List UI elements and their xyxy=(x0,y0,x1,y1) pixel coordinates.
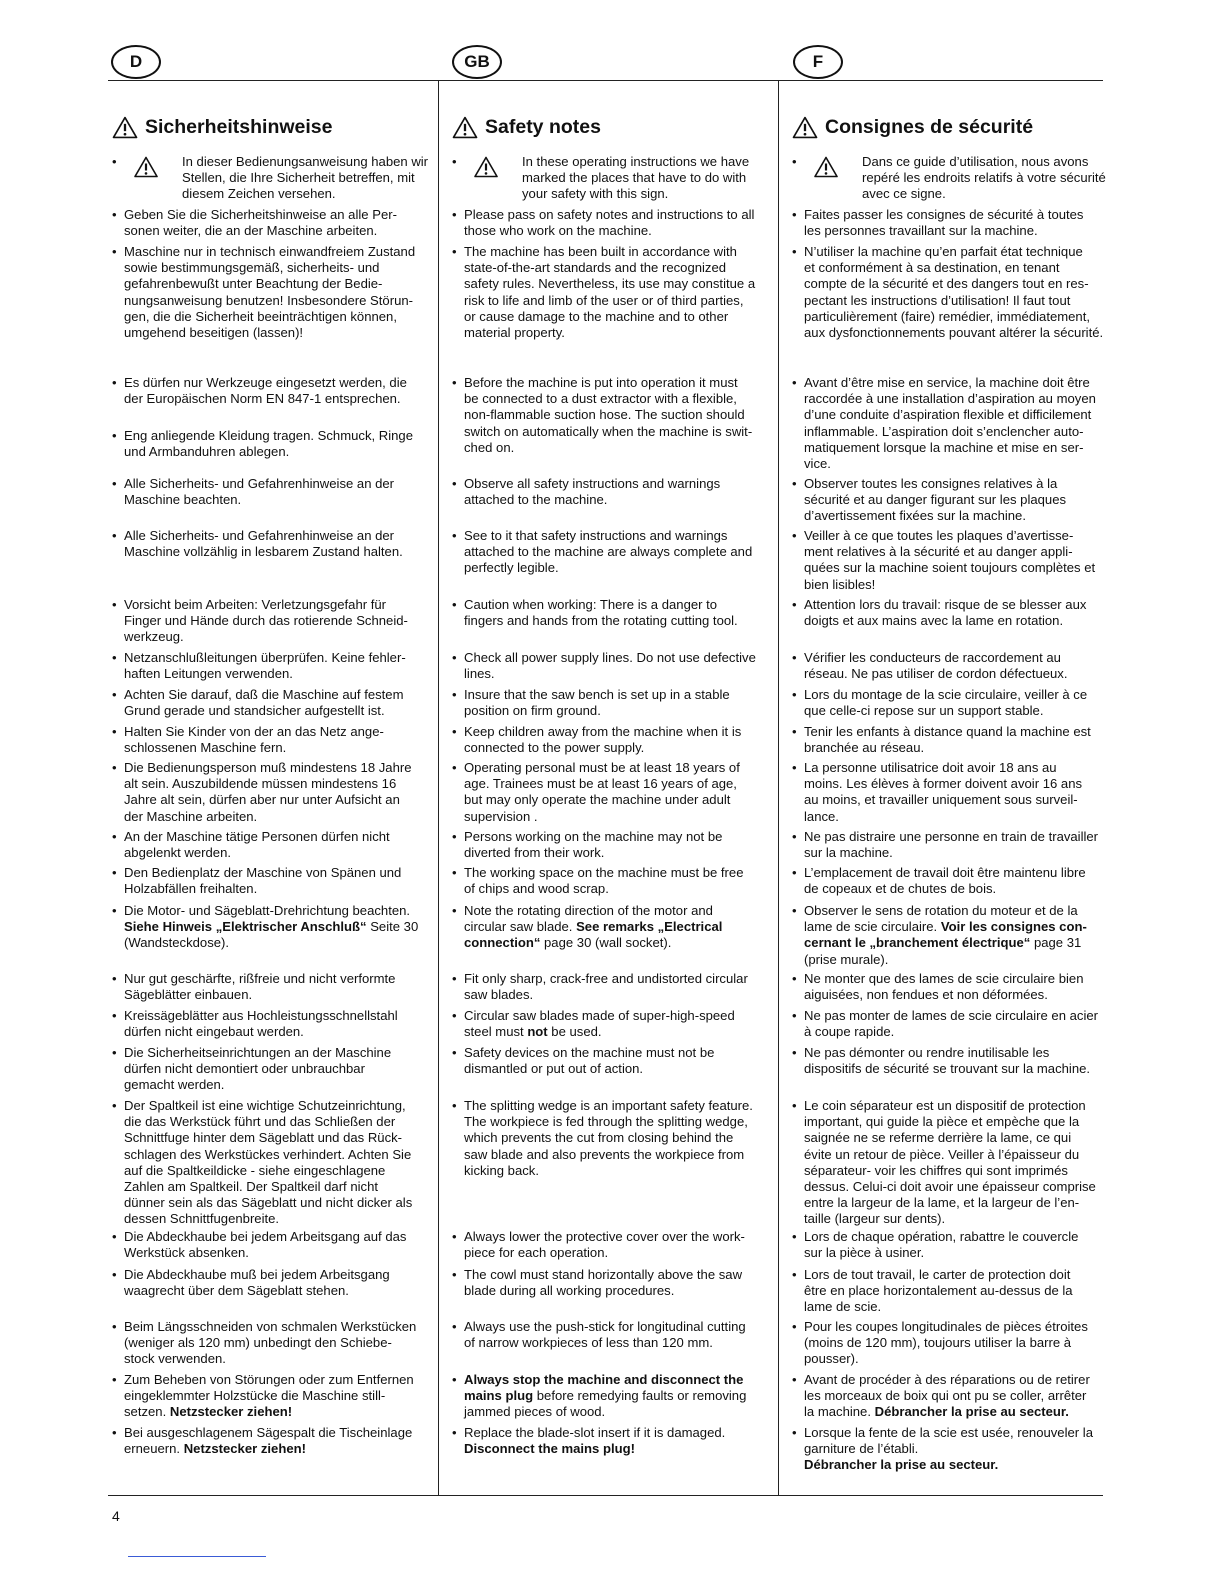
section-title: Consignes de sécurité xyxy=(825,116,1034,138)
list-item-text: Caution when working: There is a danger to fingers and hands from the rotating cutting tool. xyxy=(464,597,738,629)
list-item-text: Vérifier les conducteurs de raccordement au réseau. Ne pas utiliser de cordon défectueux. xyxy=(804,650,1068,682)
warning-sign xyxy=(474,156,498,182)
list-item-text: The cowl must stand horizontally above the saw blade during all working procedures. xyxy=(464,1267,743,1299)
list-item-text: Bei ausgeschlagenem Sägespalt die Tischeinlage erneuern. Netzstecker ziehen! xyxy=(124,1425,413,1457)
list-item-text: Observer le sens de rotation du moteur et de la lame de scie circulaire. Voir les consignes con- cernant le „branchement électrique“ page 31 (prise murale). xyxy=(804,903,1087,967)
bullet: • xyxy=(792,1098,797,1113)
list-item-text: Lors du montage de la scie circulaire, veiller à ce que celle-ci repose sur un support stable. xyxy=(804,687,1088,719)
bullet: • xyxy=(112,1229,117,1244)
bullet: • xyxy=(792,375,797,390)
warning-sign xyxy=(814,156,838,182)
bullet: • xyxy=(112,1372,117,1387)
list-item-text: Halten Sie Kinder von der an das Netz ange- schlossenen Maschine fern. xyxy=(124,724,384,756)
list-item-text: The splitting wedge is an important safety feature. The workpiece is fed through the splitting wedge, which prevents the cut from closing behind the saw blade and also prevents the workpiece from kicking back. xyxy=(464,1098,753,1178)
bullet: • xyxy=(792,1008,797,1023)
bullet: • xyxy=(452,597,457,612)
list-item-text: Der Spaltkeil ist eine wichtige Schutzeinrichtung, die das Werkstück führt und das Schließen der Schnittfuge hinter dem Sägeblatt und das Rück- schlagen des Werkstückes verhindert. Achten Sie auf die Spaltkeildicke - siehe eingeschlagene Zahlen am Spaltkeil. Der Spaltkeil darf nicht dünner sein als das Sägeblatt und nicht dicker als dessen Schnittfugenbreite. xyxy=(124,1098,413,1227)
bullet: • xyxy=(452,760,457,775)
bullet: • xyxy=(452,1267,457,1282)
bullet: • xyxy=(452,1008,457,1023)
bullet: • xyxy=(792,154,797,169)
list-item-text: Note the rotating direction of the motor and circular saw blade. See remarks „Electrical connection“ page 30 (wall socket). xyxy=(464,903,723,951)
list-item-text: Die Abdeckhaube muß bei jedem Arbeitsgang waagrecht über dem Sägeblatt stehen. xyxy=(124,1267,390,1299)
list-item-text: In these operating instructions we have marked the places that have to do with your safety with this sign. xyxy=(522,154,750,202)
bullet: • xyxy=(792,650,797,665)
bullet: • xyxy=(792,528,797,543)
bullet: • xyxy=(112,428,117,443)
list-item-text: Ne pas distraire une personne en train de travailler sur la machine. xyxy=(804,829,1099,861)
bullet: • xyxy=(452,724,457,739)
list-item-text: N’utiliser la machine qu’en parfait état technique et conformément à sa destination, en tenant compte de la sécurité et des dangers tout en res- pectant les instructions d’utilisation! Il faut tout particulièrement (faire) remédier, immédiatement, aux dysfonctionnements pouvant altérer la sécurité. xyxy=(804,244,1104,341)
list-item-text: Le coin séparateur est un dispositif de protection important, qui guide la pièce et empèche que la saignée ne se referme derrière la lame, ce qui évite un retour de pièce. Veiller à l’épaisseur du séparateur- voir les chiffres qui sont imprimés dessus. Celui-ci doit avoir une épaisseur comprise entre la largeur de la lame, et la largeur de l’en- taille (largeur sur dents). xyxy=(804,1098,1096,1227)
list-item-text: Lors de chaque opération, rabattre le couvercle sur la pièce à usiner. xyxy=(804,1229,1079,1261)
bullet: • xyxy=(792,244,797,259)
bullet: • xyxy=(792,476,797,491)
list-item-text: Ne monter que des lames de scie circulaire bien aiguisées, non fendues et non déformées. xyxy=(804,971,1084,1003)
list-item-text: Die Abdeckhaube bei jedem Arbeitsgang auf das Werkstück absenken. xyxy=(124,1229,407,1261)
list-item-text: Fit only sharp, crack-free and undistorted circular saw blades. xyxy=(464,971,748,1003)
list-item-text: Beim Längsschneiden von schmalen Werkstücken (weniger als 120 mm) unbedingt den Schiebe- stock verwenden. xyxy=(124,1319,417,1367)
bullet: • xyxy=(452,829,457,844)
footer-link-mark xyxy=(128,1556,266,1557)
list-item-text: Lors de tout travail, le carter de protection doit être en place horizontalement au-dessus de la lame de scie. xyxy=(804,1267,1073,1315)
list-item-text: Observer toutes les consignes relatives à la sécurité et au danger figurant sur les plaques d’avertissement fixées sur la machine. xyxy=(804,476,1067,524)
bullet: • xyxy=(112,597,117,612)
list-item-text: Operating personal must be at least 18 years of age. Trainees must be at least 16 years of age, but may only operate the machine under adult supervision . xyxy=(464,760,740,824)
page-number: 4 xyxy=(112,1508,120,1524)
bullet: • xyxy=(452,1425,457,1440)
list-item-text: Ne pas monter de lames de scie circulaire en acier à coupe rapide. xyxy=(804,1008,1099,1040)
list-item-text: Observe all safety instructions and warnings attached to the machine. xyxy=(464,476,721,508)
list-item-text: Alle Sicherheits- und Gefahrenhinweise an der Maschine beachten. xyxy=(124,476,395,508)
list-item-text: Geben Sie die Sicherheitshinweise an alle Per- sonen weiter, die an der Maschine arbeiten. xyxy=(124,207,397,239)
list-item-text: Avant d’être mise en service, la machine doit être raccordée à une installation d’aspiration au moyen d’une conduite d’aspiration flexible et difficilement inflammable. L’aspiration doit s’enclencher auto- matiquement lorsque la machine et mise en ser- vice. xyxy=(804,375,1096,472)
list-item-text: Netzanschlußleitungen überprüfen. Keine fehler- haften Leitungen verwenden. xyxy=(124,650,406,682)
header-rule xyxy=(108,80,1103,81)
list-item-text: Veiller à ce que toutes les plaques d’avertisse- ment relatives à la sécurité et au danger appli- quées sur la machine soient toujours complètes et bien lisibles! xyxy=(804,528,1096,592)
list-item-text: Nur gut geschärfte, rißfreie und nicht verformte Sägeblätter einbauen. xyxy=(124,971,396,1003)
warning-icon xyxy=(134,156,158,178)
list-item-text: Always stop the machine and disconnect the mains plug before remedying faults or removing jammed pieces of wood. xyxy=(464,1372,747,1420)
bullet: • xyxy=(112,829,117,844)
bullet: • xyxy=(452,650,457,665)
list-item-text: Always lower the protective cover over the work- piece for each operation. xyxy=(464,1229,745,1261)
bullet: • xyxy=(792,1229,797,1244)
section-heading xyxy=(112,116,333,139)
list-item-text: Attention lors du travail: risque de se blesser aux doigts et aux mains avec la lame en rotation. xyxy=(804,597,1087,629)
bullet: • xyxy=(452,1372,457,1387)
warning-icon xyxy=(792,116,818,139)
list-item-text: L’emplacement de travail doit être maintenu libre de copeaux et de chutes de bois. xyxy=(804,865,1086,897)
bullet: • xyxy=(452,1045,457,1060)
bullet: • xyxy=(792,1372,797,1387)
bullet: • xyxy=(792,903,797,918)
bullet: • xyxy=(112,1098,117,1113)
bullet: • xyxy=(112,207,117,222)
list-item-text: Die Bedienungsperson muß mindestens 18 Jahre alt sein. Auszubildende müssen mindestens 16 Jahre alt sein, dürfen aber nur unter Aufsicht an der Maschine arbeiten. xyxy=(124,760,412,824)
bullet: • xyxy=(452,375,457,390)
bullet: • xyxy=(792,687,797,702)
bullet: • xyxy=(112,375,117,390)
list-item-text: Before the machine is put into operation it must be connected to a dust extractor with a flexible, non-flammable suction hose. The suction should switch on automatically when the machine is swit- ched on. xyxy=(464,375,753,455)
list-item-text: Kreissägeblätter aus Hochleistungsschnellstahl dürfen nicht eingebaut werden. xyxy=(124,1008,398,1040)
bullet: • xyxy=(452,903,457,918)
list-item-text: Die Motor- und Sägeblatt-Drehrichtung beachten. Siehe Hinweis „Elektrischer Anschluß“ Seite 30 (Wandsteckdose). xyxy=(124,903,419,951)
bullet: • xyxy=(452,1229,457,1244)
footer-rule xyxy=(108,1495,1103,1496)
list-item-text: An der Maschine tätige Personen dürfen nicht abgelenkt werden. xyxy=(124,829,390,861)
list-item-text: Den Bedienplatz der Maschine von Spänen und Holzabfällen freihalten. xyxy=(124,865,402,897)
section-heading xyxy=(792,116,1033,139)
list-item-text: Zum Beheben von Störungen oder zum Entfernen eingeklemmter Holzstücke die Maschine still- setzen. Netzstecker ziehen! xyxy=(124,1372,414,1420)
bullet: • xyxy=(792,971,797,986)
bullet: • xyxy=(112,971,117,986)
list-item-text: In dieser Bedienungsanweisung haben wir Stellen, die Ihre Sicherheit betreffen, mit diesem Zeichen versehen. xyxy=(182,154,429,202)
bullet: • xyxy=(112,1425,117,1440)
list-item-text: Tenir les enfants à distance quand la machine est branchée au réseau. xyxy=(804,724,1091,756)
bullet: • xyxy=(112,154,117,169)
lang-badge-gb: GB xyxy=(452,45,502,79)
list-item-text: Keep children away from the machine when it is connected to the power supply. xyxy=(464,724,742,756)
list-item-text: See to it that safety instructions and warnings attached to the machine are always complete and perfectly legible. xyxy=(464,528,753,576)
list-item-text: Always use the push-stick for longitudinal cutting of narrow workpieces of less than 120 mm. xyxy=(464,1319,746,1351)
bullet: • xyxy=(112,1008,117,1023)
list-item-text: Maschine nur in technisch einwandfreiem Zustand sowie bestimmungsgemäß, sicherheits- und gefahrenbewußt unter Beachtung der Bedie- nungsanweisung benutzen! Insbesondere Störun- gen, die die Sicherheit beeinträchtigen können, umgehend beseitigen (lassen)! xyxy=(124,244,416,341)
section-title: Sicherheitshinweise xyxy=(145,116,333,138)
bullet: • xyxy=(112,528,117,543)
bullet: • xyxy=(112,650,117,665)
list-item-text: Lorsque la fente de la scie est usée, renouveler la garniture de l’établi. Débrancher la prise au secteur. xyxy=(804,1425,1093,1473)
bullet: • xyxy=(792,597,797,612)
bullet: • xyxy=(792,865,797,880)
warning-icon xyxy=(452,116,478,139)
bullet: • xyxy=(112,687,117,702)
bullet: • xyxy=(452,1319,457,1334)
bullet: • xyxy=(792,1319,797,1334)
list-item-text: Achten Sie darauf, daß die Maschine auf festem Grund gerade und standsicher aufgestellt ist. xyxy=(124,687,404,719)
warning-icon xyxy=(814,156,838,178)
list-item-text: Ne pas démonter ou rendre inutilisable les dispositifs de sécurité se trouvant sur la machine. xyxy=(804,1045,1091,1077)
bullet: • xyxy=(452,476,457,491)
bullet: • xyxy=(112,1319,117,1334)
bullet: • xyxy=(452,528,457,543)
bullet: • xyxy=(792,724,797,739)
column-divider-right xyxy=(778,80,779,1495)
column-divider-left xyxy=(438,80,439,1495)
bullet: • xyxy=(452,687,457,702)
warning-sign xyxy=(134,156,158,182)
list-item-text: Insure that the saw bench is set up in a stable position on firm ground. xyxy=(464,687,730,719)
bullet: • xyxy=(792,1045,797,1060)
lang-badge-de: D xyxy=(111,45,161,79)
bullet: • xyxy=(452,865,457,880)
list-item-text: Alle Sicherheits- und Gefahrenhinweise an der Maschine vollzählig in lesbarem Zustand halten. xyxy=(124,528,403,560)
list-item-text: Persons working on the machine may not be diverted from their work. xyxy=(464,829,723,861)
bullet: • xyxy=(112,1267,117,1282)
bullet: • xyxy=(452,207,457,222)
bullet: • xyxy=(792,207,797,222)
list-item-text: La personne utilisatrice doit avoir 18 ans au moins. Les élèves à former doivent avoir 16 ans au moins, et travailler uniquement sous surveil- lance. xyxy=(804,760,1083,824)
bullet: • xyxy=(452,244,457,259)
bullet: • xyxy=(792,1425,797,1440)
list-item-text: Avant de procéder à des réparations ou de retirer les morceaux de boix qui ont pu se coller, arrêter la machine. Débrancher la prise au secteur. xyxy=(804,1372,1090,1420)
bullet: • xyxy=(792,829,797,844)
bullet: • xyxy=(112,865,117,880)
list-item-text: Pour les coupes longitudinales de pièces étroites (moins de 120 mm), toujours utiliser la barre à pousser). xyxy=(804,1319,1088,1367)
bullet: • xyxy=(452,154,457,169)
list-item-text: Dans ce guide d’utilisation, nous avons repéré les endroits relatifs à votre sécurité avec ce signe. xyxy=(862,154,1106,202)
bullet: • xyxy=(112,903,117,918)
section-heading xyxy=(452,116,601,139)
bullet: • xyxy=(452,1098,457,1113)
list-item-text: Faites passer les consignes de sécurité à toutes les personnes travaillant sur la machine. xyxy=(804,207,1084,239)
list-item-text: Vorsicht beim Arbeiten: Verletzungsgefahr für Finger und Hände durch das rotierende Schneid- werkzeug. xyxy=(124,597,408,645)
bullet: • xyxy=(112,244,117,259)
list-item-text: The working space on the machine must be free of chips and wood scrap. xyxy=(464,865,744,897)
bullet: • xyxy=(792,1267,797,1282)
section-title: Safety notes xyxy=(485,116,601,138)
bullet: • xyxy=(112,760,117,775)
bullet: • xyxy=(112,1045,117,1060)
warning-icon xyxy=(112,116,138,139)
bullet: • xyxy=(452,971,457,986)
list-item-text: Die Sicherheitseinrichtungen an der Maschine dürfen nicht demontiert oder unbrauchbar gemacht werden. xyxy=(124,1045,392,1093)
list-item-text: Please pass on safety notes and instructions to all those who work on the machine. xyxy=(464,207,755,239)
list-item-text: Check all power supply lines. Do not use defective lines. xyxy=(464,650,756,682)
list-item-text: The machine has been built in accordance with state-of-the-art standards and the recognized safety rules. Nevertheless, its use may constitue a risk to life and limb of the user or of third parties, or cause damage to the machine and to other material property. xyxy=(464,244,756,341)
bullet: • xyxy=(792,760,797,775)
list-item-text: Circular saw blades made of super-high-speed steel must not be used. xyxy=(464,1008,735,1040)
lang-badge-fr: F xyxy=(793,45,843,79)
warning-icon xyxy=(474,156,498,178)
list-item-text: Eng anliegende Kleidung tragen. Schmuck, Ringe und Armbanduhren ablegen. xyxy=(124,428,413,460)
list-item-text: Safety devices on the machine must not be dismantled or put out of action. xyxy=(464,1045,715,1077)
list-item-text: Es dürfen nur Werkzeuge eingesetzt werden, die der Europäischen Norm EN 847-1 entsprechen. xyxy=(124,375,407,407)
list-item-text: Replace the blade-slot insert if it is damaged. Disconnect the mains plug! xyxy=(464,1425,726,1457)
bullet: • xyxy=(112,476,117,491)
bullet: • xyxy=(112,724,117,739)
